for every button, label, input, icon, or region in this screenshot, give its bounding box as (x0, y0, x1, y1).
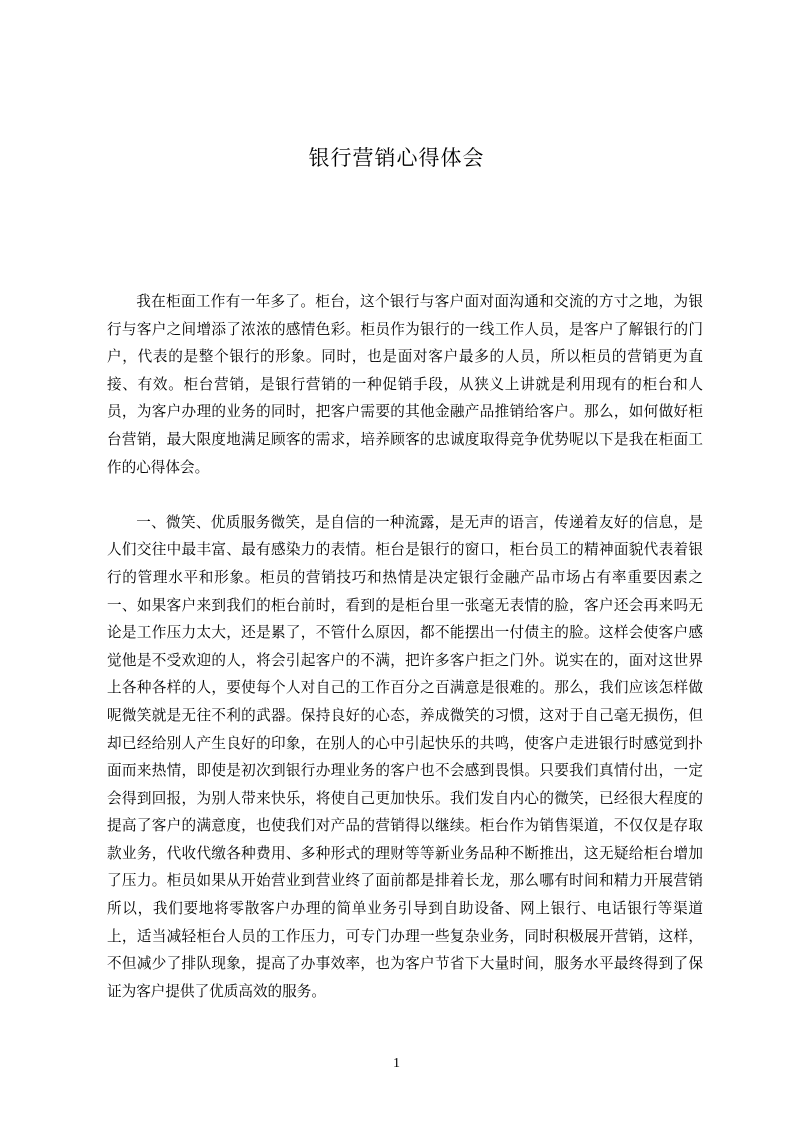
document-body (107, 288, 703, 1005)
paragraph-smile-service: 一、微笑、优质服务微笑，是自信的一种流露，是无声的语言，传递着友好的信息，是人们交往中最丰富、最有感染力的表情。柜台是银行的窗口，柜台员工的精神面貌代表着银行的管理水平和形象。柜员的营销技巧和热情是决定银行金融产品市场占有率重要因素之一、如果客户来到我们的柜台前时，看到的是柜台里一张毫无表情的脸，客户还会再来吗无论是工作压力太大，还是累了，不管什么原因，都不能摆出一付债主的脸。这样会使客户感觉他是不受欢迎的人，将会引起客户的不满，把许多客户拒之门外。说实在的，面对这世界上各种各样的人，要使每个人对自己的工作百分之百满意是很难的。那么，我们应该怎样做呢微笑就是无往不利的武器。保持良好的心态，养成微笑的习惯，这对于自己毫无损伤，但却已经给别人产生良好的印象，在别人的心中引起快乐的共鸣，使客户走进银行时感觉到扑面而来热情，即使是初次到银行办理业务的客户也不会感到畏惧。只要我们真情付出，一定会得到回报，为别人带来快乐，将使自己更加快乐。我们发自内心的微笑，已经很大程度的提高了客户的满意度，也使我们对产品的营销得以继续。柜台作为销售渠道，不仅仅是存取款业务，代收代缴各种费用、多种形式的理财等等新业务品种不断推出，这无疑给柜台增加了压力。柜员如果从开始营业到营业终了面前都是排着长龙，那么哪有时间和精力开展营销所以，我们要地将零散客户办理的简单业务引导到自助设备、网上银行、电话银行等渠道上，适当减轻柜台人员的工作压力，可专门办理一些复杂业务，同时积极展开营销，这样，不但减少了排队现象，提高了办事效率，也为客户节省下大量时间，服务水平最终得到了保证为客户提供了优质高效的服务。 (107, 513, 703, 1000)
page-number: 1 (393, 1056, 400, 1071)
document-title: 银行营销心得体会 (308, 146, 485, 170)
paragraph-intro: 我在柜面工作有一年多了。柜台，这个银行与客户面对面沟通和交流的方寸之地，为银行与客户之间增添了浓浓的感情色彩。柜员作为银行的一线工作人员，是客户了解银行的门户，代表的是整个银行的形象。同时，也是面对客户最多的人员，所以柜员的营销更为直接、有效。柜台营销，是银行营销的一种促销手段，从狭义上讲就是利用现有的柜台和人员，为客户办理的业务的同时，把客户需要的其他金融产品推销给客户。那么，如何做好柜台营销，最大限度地满足顾客的需求，培养顾客的忠诚度取得竞争优势呢以下是我在柜面工作的心得体会。 (107, 293, 703, 476)
